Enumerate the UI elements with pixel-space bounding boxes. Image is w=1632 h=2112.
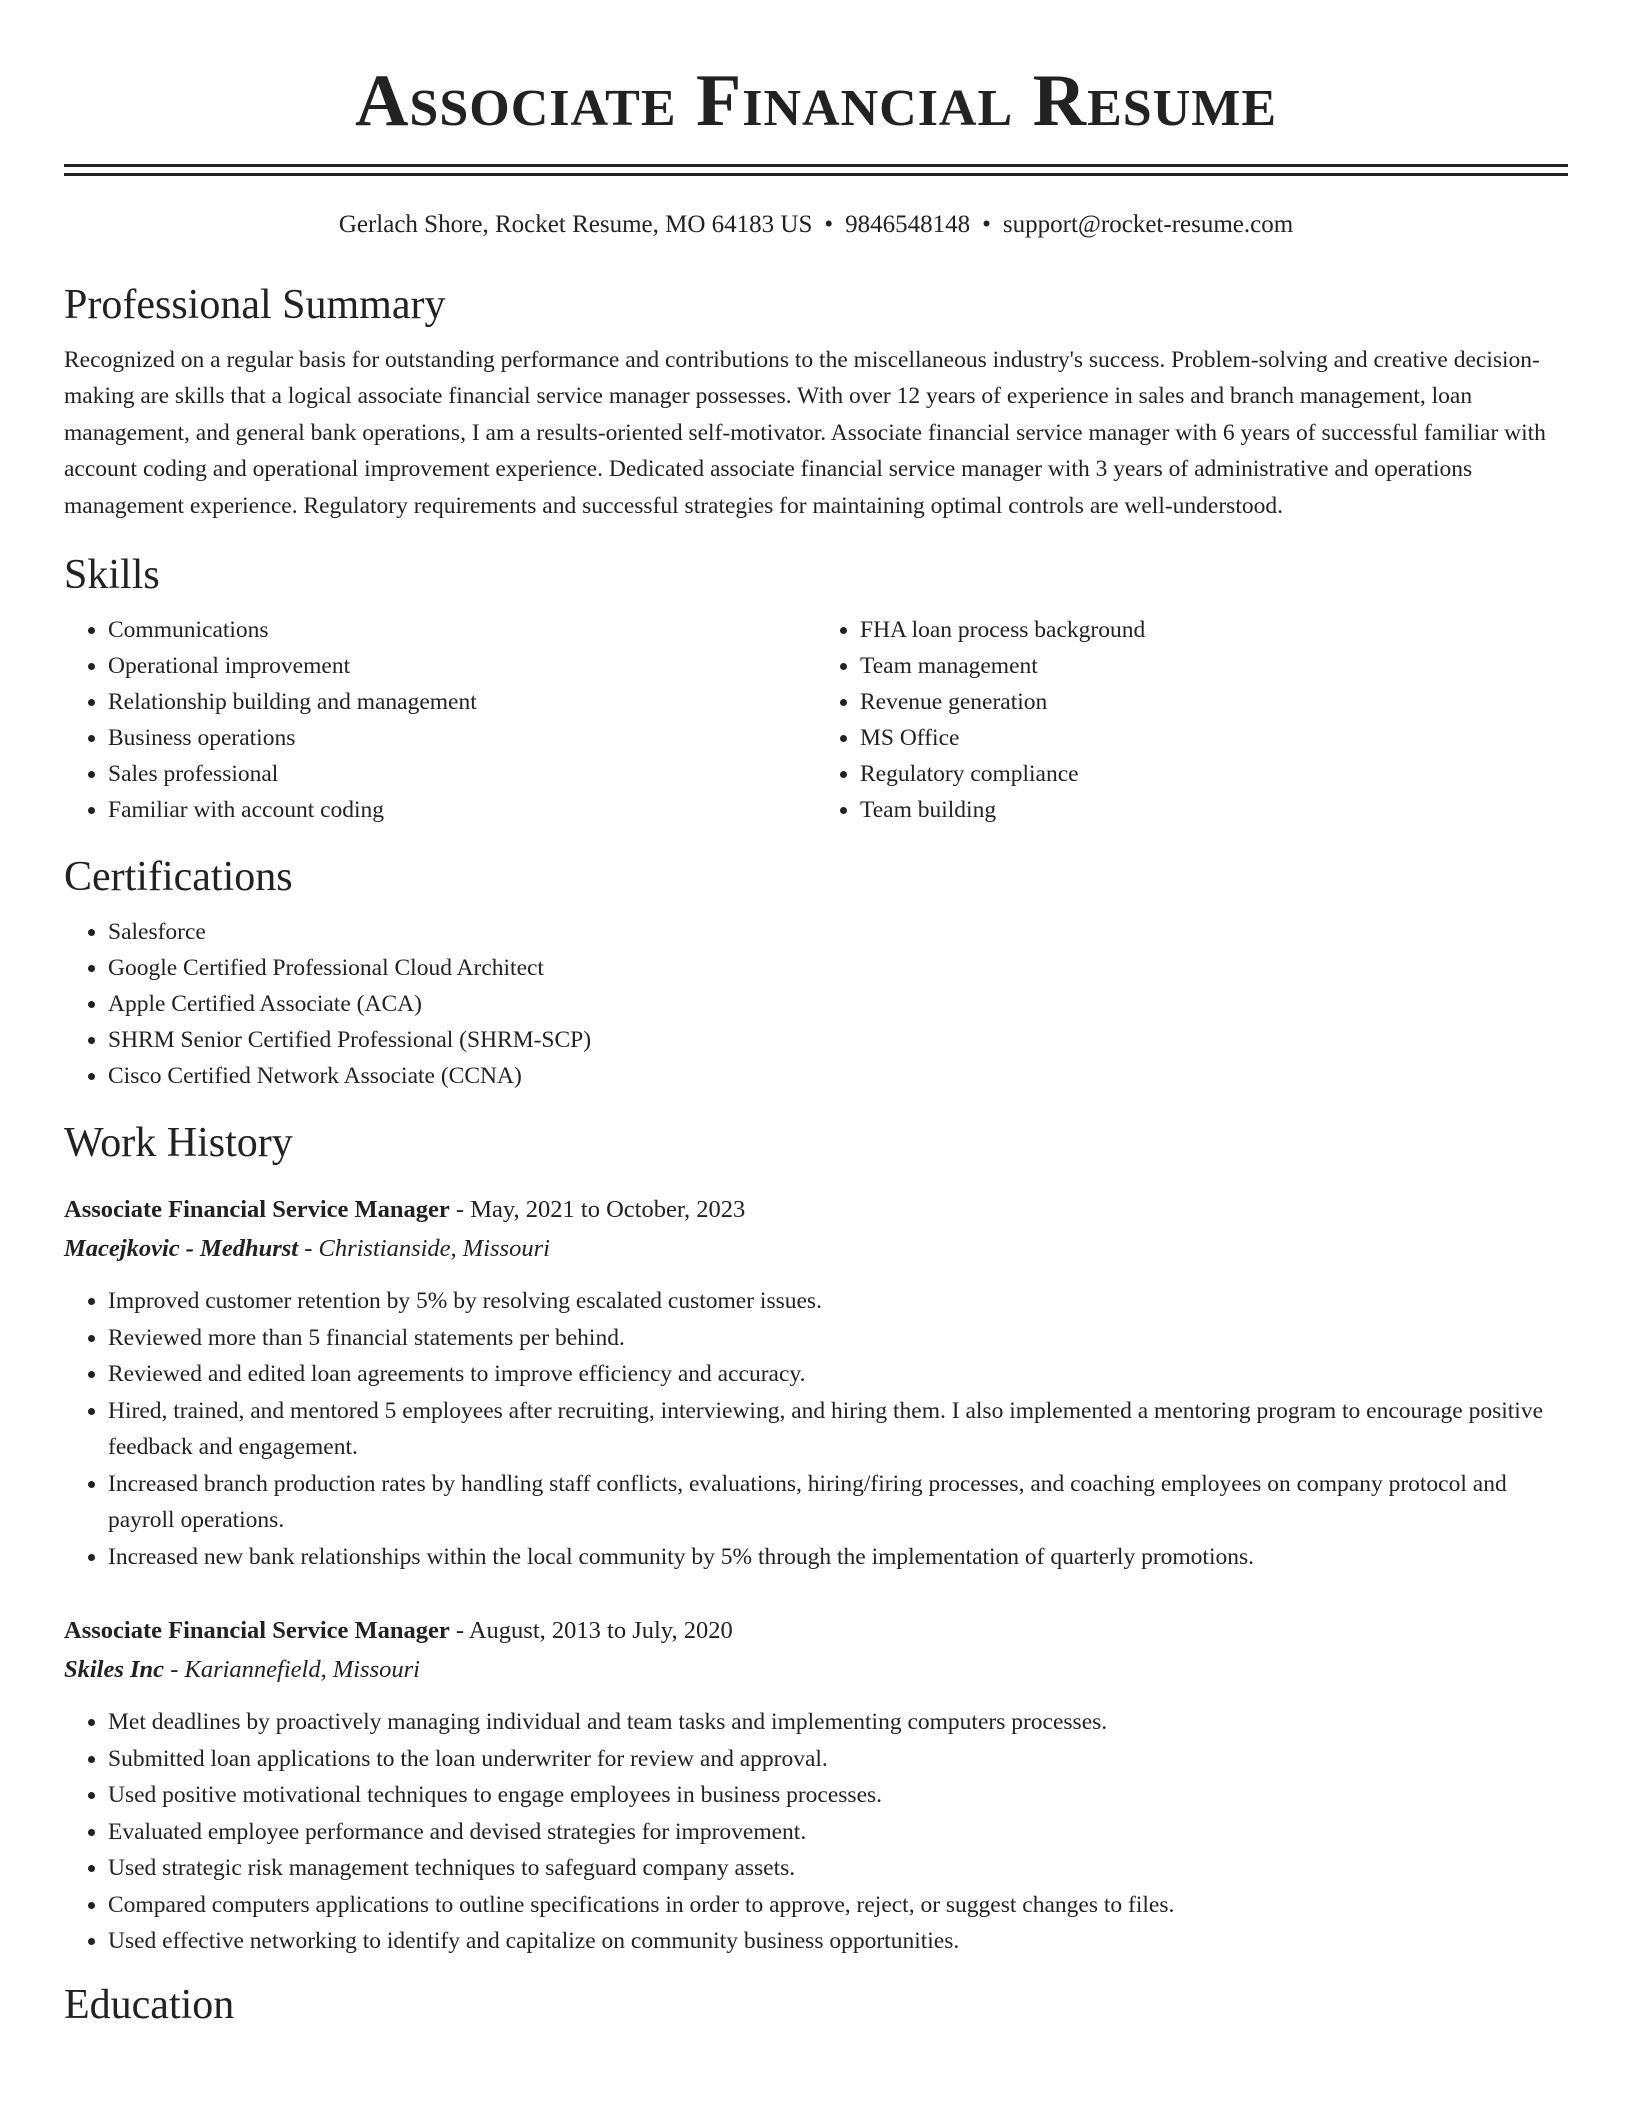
certification-item: • Google Certified Professional Cloud Architect <box>108 950 1568 986</box>
skills-columns <box>64 612 1568 828</box>
job-company: Skiles Inc <box>64 1656 165 1684</box>
job-role: Associate Financial Service Manager <box>64 1196 450 1224</box>
work-history-section <box>64 1118 1568 1960</box>
certifications-section <box>64 852 1568 1094</box>
summary-heading: Professional Summary <box>64 282 446 328</box>
job-company: Macejkovic - Medhurst <box>64 1235 299 1263</box>
job-bullet: • Evaluated employee performance and devised strategies for improvement. <box>108 1814 1568 1851</box>
job-dates: - May, 2021 to October, 2023 <box>455 1196 746 1224</box>
certification-item: • SHRM Senior Certified Professional (SHRM-SCP) <box>108 1022 1568 1058</box>
contact-separator: • <box>982 211 991 238</box>
job-role: Associate Financial Service Manager <box>64 1617 450 1645</box>
skill-item: • Revenue generation <box>860 684 1568 720</box>
title-divider-top <box>64 164 1568 167</box>
job-header <box>64 1192 1568 1228</box>
job-header <box>64 1613 1568 1649</box>
skill-item: • Team management <box>860 648 1568 684</box>
certification-item: • Salesforce <box>108 914 1568 950</box>
contact-phone: 9846548148 <box>845 211 971 238</box>
job-entry <box>64 1192 1568 1575</box>
certifications-list <box>64 914 1568 1094</box>
summary-text: Recognized on a regular basis for outstanding performance and contributions to the miscellaneous industry's success. Problem-solving and creative decision-making are skills that a logical associate financial service manager possesses. With over 12 years of experience in sales and branch management, loan management, and general bank operations, I am a results-oriented self-motivator. Associate financial service manager with 6 years of successful familiar with account coding and operational improvement experience. Dedicated associate financial service manager with 3 years of administrative and operations management experience. Regulatory requirements and successful strategies for maintaining optimal controls are well-understood. <box>64 347 1546 519</box>
job-company-line <box>64 1231 1568 1267</box>
contact-address: Gerlach Shore, Rocket Resume, MO 64183 US <box>338 211 813 238</box>
skills-section <box>64 550 1568 828</box>
job-bullet: • Reviewed more than 5 financial statements per behind. <box>108 1320 1568 1357</box>
skills-heading: Skills <box>64 552 160 599</box>
skill-item: • Business operations <box>108 720 816 756</box>
job-bullet: • Used effective networking to identify and capitalize on community business opportunities. <box>108 1923 1568 1960</box>
skill-item: • Sales professional <box>108 756 816 792</box>
education-heading: Education <box>64 1981 235 2028</box>
job-location: - Kariannefield, Missouri <box>170 1656 420 1684</box>
job-bullet: • Used strategic risk management techniques to safeguard company assets. <box>108 1850 1568 1887</box>
job-bullets <box>64 1704 1568 1960</box>
certification-item: • Apple Certified Associate (ACA) <box>108 986 1568 1022</box>
work-history-heading: Work History <box>64 1120 293 1167</box>
education-section <box>64 1980 1568 2030</box>
job-bullet: • Met deadlines by proactively managing individual and team tasks and implementing computers processes. <box>108 1704 1568 1741</box>
skill-item: • Team building <box>860 792 1568 828</box>
certification-item: • Cisco Certified Network Associate (CCNA) <box>108 1058 1568 1094</box>
skill-item: • Operational improvement <box>108 648 816 684</box>
skill-item: • Relationship building and management <box>108 684 816 720</box>
job-bullets <box>64 1283 1568 1575</box>
summary-section <box>64 280 1568 524</box>
job-bullet: • Increased new bank relationships within the local community by 5% through the implementation of quarterly promotions. <box>108 1539 1568 1576</box>
skill-item: • FHA loan process background <box>860 612 1568 648</box>
job-bullet: • Compared computers applications to outline specifications in order to approve, reject, or suggest changes to files. <box>108 1887 1568 1924</box>
certifications-heading: Certifications <box>64 854 293 901</box>
job-bullet: • Hired, trained, and mentored 5 employees after recruiting, interviewing, and hiring them. I also implemented a mentoring program to encourage positive feedback and engagement. <box>108 1393 1568 1466</box>
skills-list-left <box>64 612 816 828</box>
skill-item: • MS Office <box>860 720 1568 756</box>
job-entry <box>64 1613 1568 1960</box>
job-company-line <box>64 1652 1568 1688</box>
skills-list-right <box>816 612 1568 828</box>
skill-item: • Familiar with account coding <box>108 792 816 828</box>
job-location: - Christianside, Missouri <box>304 1235 550 1263</box>
contact-separator: • <box>824 211 834 238</box>
job-bullet: • Used positive motivational techniques to engage employees in business processes. <box>108 1777 1568 1814</box>
job-dates: - August, 2013 to July, 2020 <box>455 1617 733 1645</box>
skill-item: • Communications <box>108 612 816 648</box>
resume-title: Associate Financial Resume <box>354 60 1278 142</box>
title-divider-bottom <box>64 173 1568 176</box>
job-bullet: • Submitted loan applications to the loan underwriter for review and approval. <box>108 1741 1568 1778</box>
job-bullet: • Improved customer retention by 5% by resolving escalated customer issues. <box>108 1283 1568 1320</box>
contact-line <box>64 210 1568 240</box>
job-bullet: • Increased branch production rates by handling staff conflicts, evaluations, hiring/firing processes, and coaching employees on company protocol and payroll operations. <box>108 1466 1568 1539</box>
job-bullet: • Reviewed and edited loan agreements to improve efficiency and accuracy. <box>108 1356 1568 1393</box>
skill-item: • Regulatory compliance <box>860 756 1568 792</box>
contact-email: support@rocket-resume.com <box>1002 211 1294 238</box>
